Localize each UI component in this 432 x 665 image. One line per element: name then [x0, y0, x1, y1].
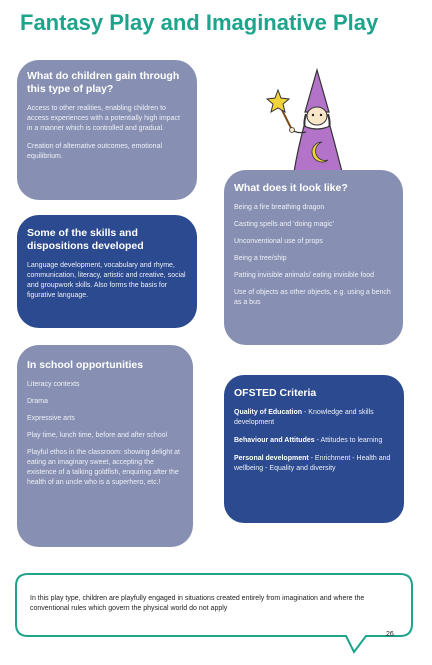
ofsted-item-text: - Attitudes to learning	[314, 437, 383, 444]
look-box	[224, 170, 403, 345]
look-item: Use of objects as other objects, e.g. using a bench as a bus	[234, 289, 391, 306]
look-item: Being a fire breathing dragon	[234, 204, 325, 211]
ofsted-item	[234, 408, 394, 428]
page-title: Fantasy Play and Imaginative Play	[20, 10, 379, 35]
school-box	[17, 345, 193, 547]
look-item: Being a tree/ship	[234, 255, 287, 262]
school-item: Drama	[27, 398, 49, 405]
skills-box	[17, 215, 197, 328]
ofsted-item-text: - Enrichment - Health and wellbeing - Equality and diversity	[234, 455, 391, 472]
page-number: 26	[386, 631, 394, 638]
look-item: Patting invisible animals/ eating invisible food	[234, 272, 375, 279]
school-item: Literacy contexts	[27, 381, 80, 388]
ofsted-item-title: Quality of Education	[234, 409, 303, 416]
look-item: Unconventional use of props	[234, 238, 323, 245]
ofsted-item-text: - Knowledge and skills development	[234, 409, 374, 426]
gain-paragraph-2: Creation of alternative outcomes, emotional equilibrium.	[27, 143, 163, 160]
wizard-illustration	[262, 68, 362, 176]
ofsted-item	[234, 436, 394, 446]
skills-text: Language development, vocabulary and rhyme, communication, literacy, artistic and creative, social and groupwork skills. Also forms the basis for figurative language.	[27, 262, 186, 299]
school-item: Playful ethos in the classroom: showing delight at eating an imaginary sweet, accepting the existence of a talking goldfish, enquiring after the health of an uncle who is a superhero, etc.!	[27, 449, 180, 486]
ofsted-heading: OFSTED Criteria	[234, 387, 317, 399]
gain-heading: What do children gain through this type of play?	[27, 70, 180, 95]
school-item: Play time, lunch time, before and after school	[27, 432, 168, 439]
skills-heading: Some of the skills and dispositions developed	[27, 227, 144, 252]
school-heading: In school opportunities	[27, 359, 144, 371]
look-heading: What does it look like?	[234, 182, 348, 194]
gain-paragraph-1: Access to other realities, enabling children to access experiences with a potentially high impact in a manner which is controlled and gradual.	[27, 105, 180, 132]
ofsted-item-title: Behaviour and Attitudes	[234, 437, 315, 444]
bubble-text: In this play type, children are playfully engaged in situations created entirely from imagination and where the conventional rules which govern the physical world do not apply	[30, 595, 365, 612]
gain-box	[17, 60, 197, 200]
school-item: Expressive arts	[27, 415, 75, 422]
ofsted-item-title: Personal development	[234, 455, 309, 462]
ofsted-item	[234, 454, 394, 474]
ofsted-box	[224, 375, 404, 523]
look-item: Casting spells and ‘doing magic’	[234, 221, 334, 228]
